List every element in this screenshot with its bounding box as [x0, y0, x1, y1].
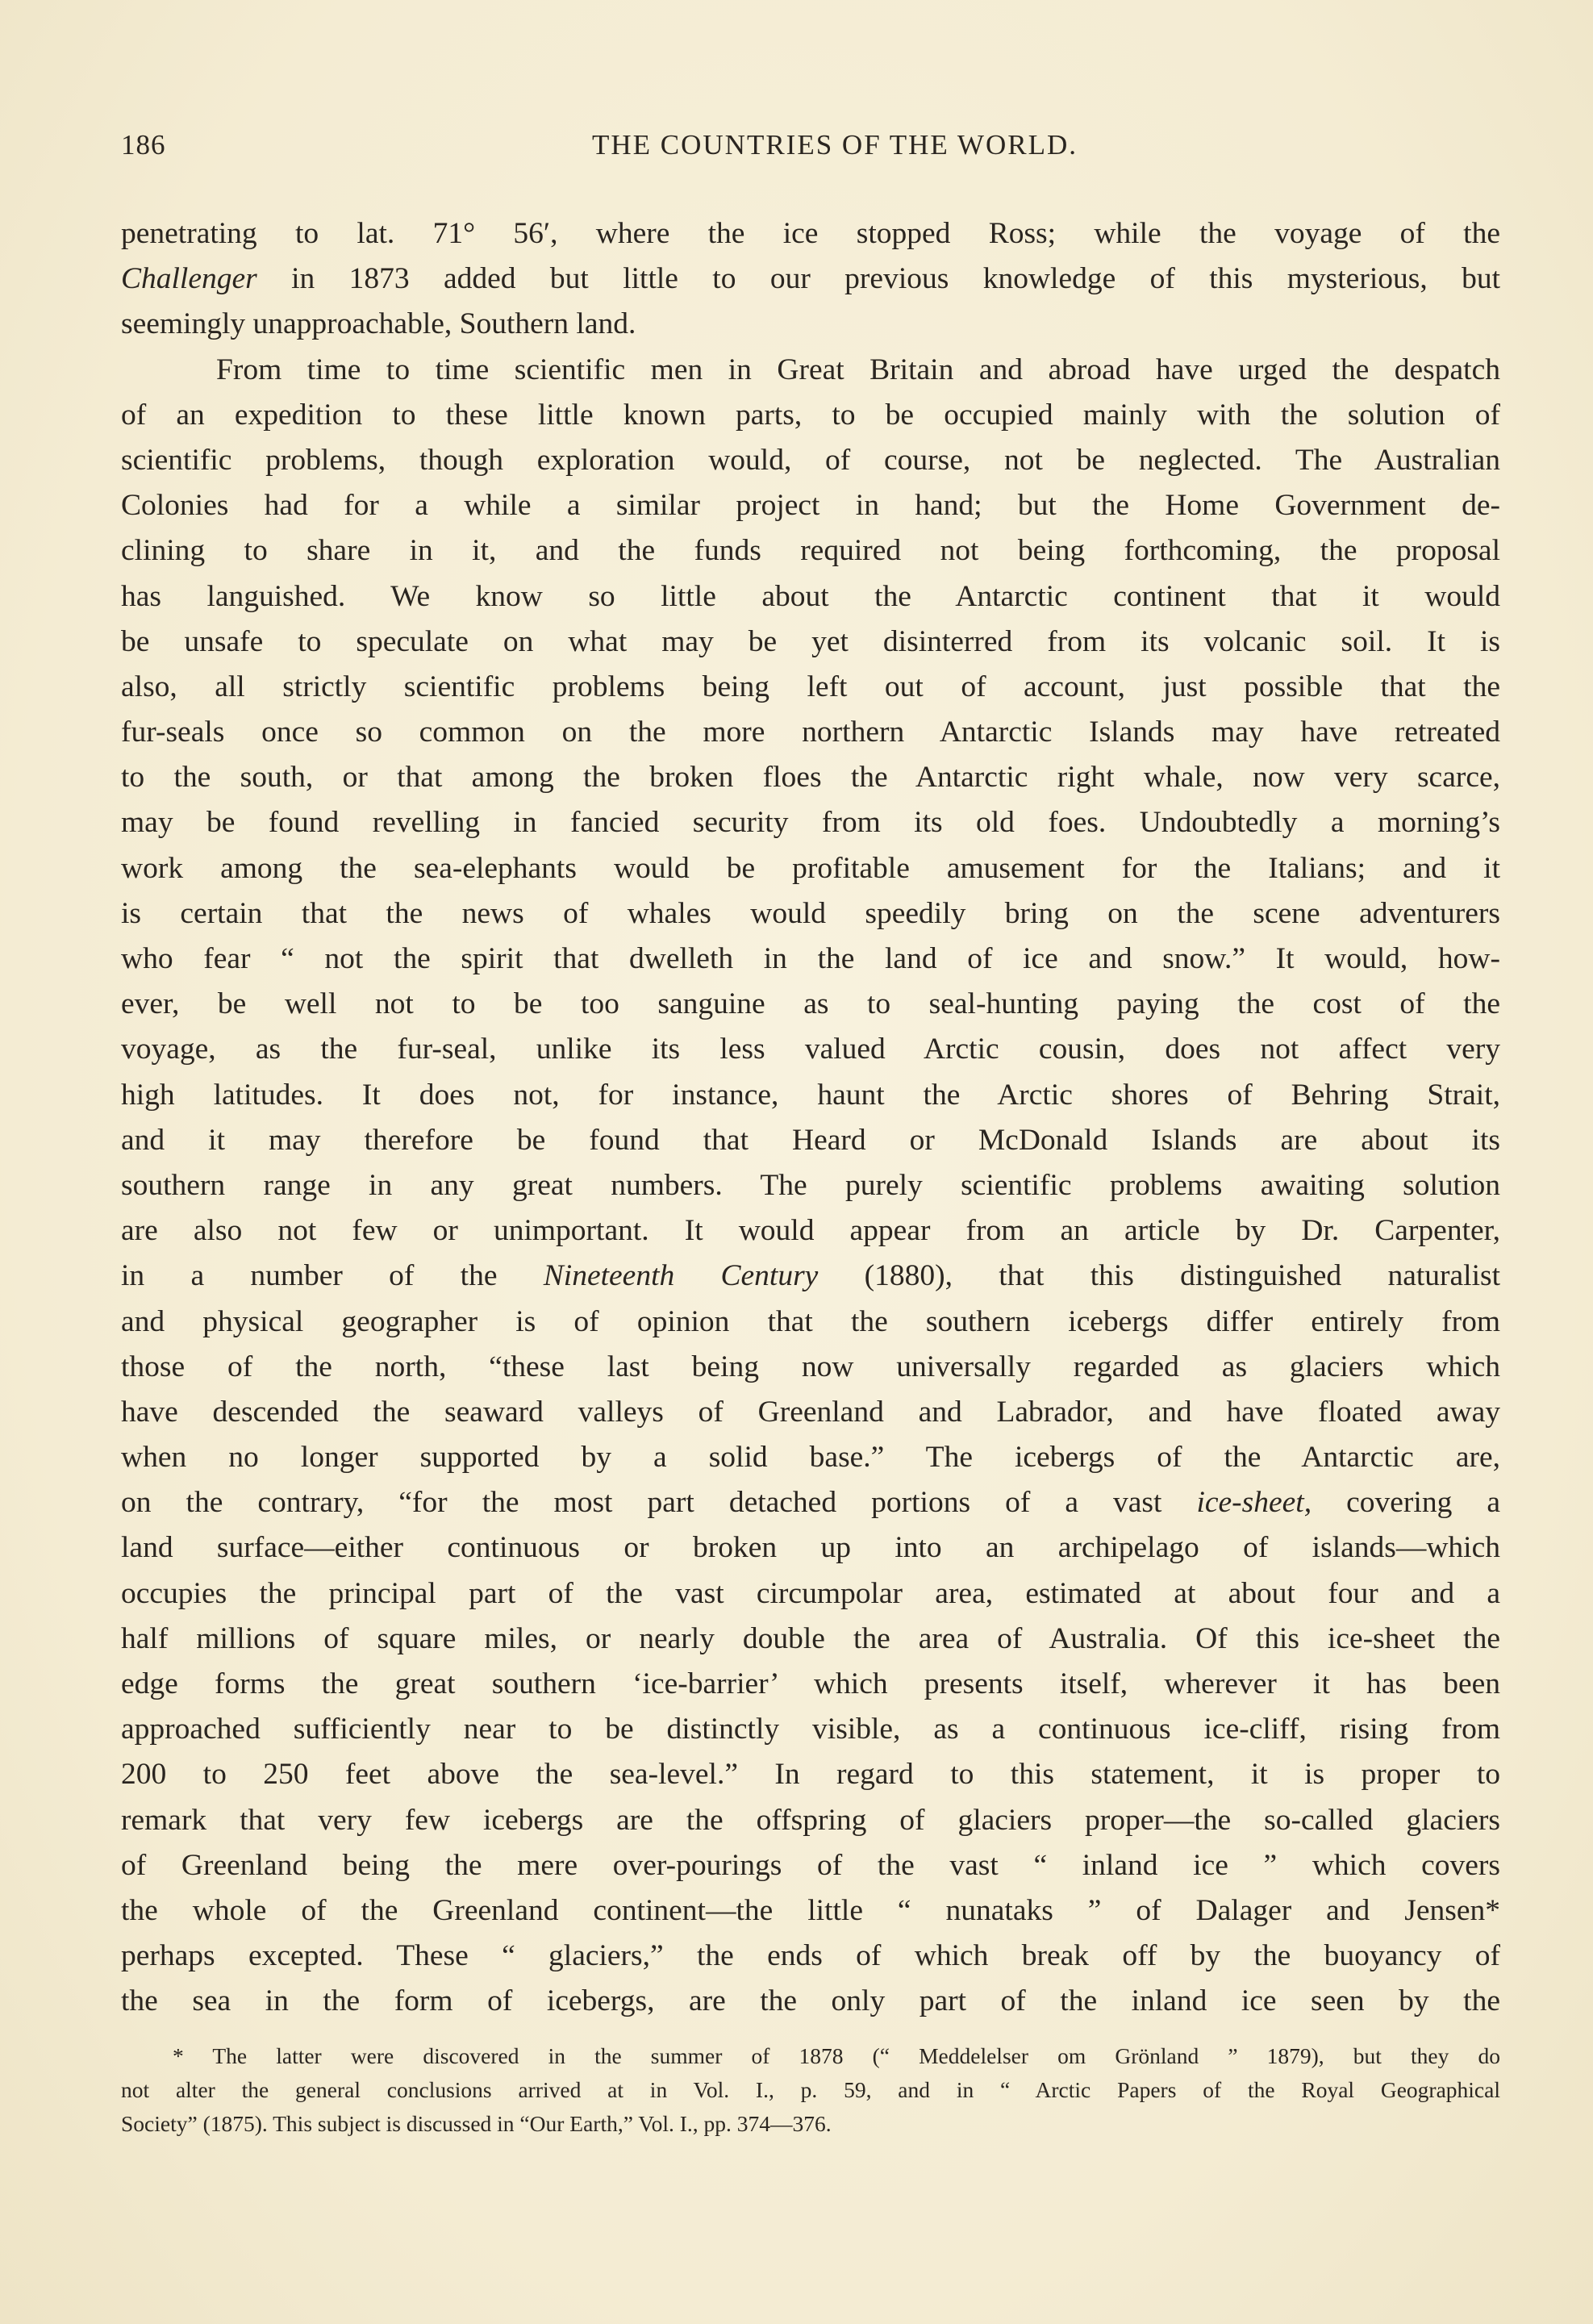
- text-line: remark that very few icebergs are the offspring of glaciers proper—the so-called glaciers: [121, 1803, 1500, 1837]
- text-line: has languished. We know so little about the Antarctic continent that it would: [121, 579, 1500, 613]
- text-line: on the contrary, “for the most part detached portions of a vast ice-sheet, covering a: [121, 1486, 1500, 1520]
- text-line: occupies the principal part of the vast circumpolar area, estimated at about four and a: [121, 1576, 1500, 1610]
- text-line: seemingly unapproachable, Southern land.: [121, 307, 636, 341]
- text-line: scientific problems, though exploration would, of course, not be neglected. The Australian: [121, 443, 1500, 477]
- text-line: ever, be well not to be too sanguine as to seal-hunting paying the cost of the: [121, 987, 1500, 1021]
- text-line: are also not few or unimportant. It would appear from an article by Dr. Carpenter,: [121, 1214, 1500, 1248]
- running-head: [121, 129, 1500, 168]
- text-line: the sea in the form of icebergs, are the only part of the inland ice seen by the: [121, 1984, 1500, 2018]
- text-line: of Greenland being the mere over-pourings of the vast “ inland ice ” which covers: [121, 1848, 1500, 1882]
- text-line: fur-seals once so common on the more northern Antarctic Islands may have retreated: [121, 716, 1500, 749]
- footnote-line: * The latter were discovered in the summer of 1878 (“ Meddelelser om Grönland ” 1879), but they do: [173, 2043, 1500, 2068]
- text-line: may be found revelling in fancied security from its old foes. Undoubtedly a morning’s: [121, 806, 1500, 840]
- text-line: when no longer supported by a solid base.” The icebergs of the Antarctic are,: [121, 1441, 1500, 1475]
- text-line: half millions of square miles, or nearly double the area of Australia. Of this ice-sheet the: [121, 1621, 1500, 1655]
- text-line: approached sufficiently near to be distinctly visible, as a continuous ice-cliff, rising from: [121, 1713, 1500, 1746]
- text-line: of an expedition to these little known parts, to be occupied mainly with the solution of: [121, 398, 1500, 432]
- body-text: [121, 211, 1500, 2025]
- text-line: to the south, or that among the broken floes the Antarctic right whale, now very scarce,: [121, 761, 1500, 795]
- text-line: be unsafe to speculate on what may be yet disinterred from its volcanic soil. It is: [121, 624, 1500, 658]
- text-line: edge forms the great southern ‘ice-barrier’ which presents itself, wherever it has been: [121, 1667, 1500, 1700]
- text-line: Challenger in 1873 added but little to our previous knowledge of this mysterious, but: [121, 262, 1500, 296]
- text-line: perhaps excepted. These “ glaciers,” the ends of which break off by the buoyancy of: [121, 1939, 1500, 1973]
- text-line: have descended the seaward valleys of Greenland and Labrador, and have floated away: [121, 1395, 1500, 1429]
- text-line: land surface—either continuous or broken up into an archipelago of islands—which: [121, 1531, 1500, 1565]
- text-line: the whole of the Greenland continent—the little “ nunataks ” of Dalager and Jensen*: [121, 1893, 1500, 1927]
- footnote-line: Society” (1875). This subject is discussed in “Our Earth,” Vol. I., pp. 374—376.: [121, 2111, 832, 2136]
- footnote: [121, 2039, 1500, 2141]
- text-line: and physical geographer is of opinion that the southern icebergs differ entirely from: [121, 1304, 1500, 1338]
- footnote-line: not alter the general conclusions arrived at in Vol. I., p. 59, and in “ Arctic Papers of the Royal Geographical: [121, 2077, 1500, 2102]
- text-line: in a number of the Nineteenth Century (1880), that this distinguished naturalist: [121, 1259, 1500, 1293]
- text-line: voyage, as the fur-seal, unlike its less valued Arctic cousin, does not affect very: [121, 1033, 1500, 1066]
- text-line: high latitudes. It does not, for instance, haunt the Arctic shores of Behring Strait,: [121, 1078, 1500, 1112]
- text-line: and it may therefore be found that Heard or McDonald Islands are about its: [121, 1123, 1500, 1157]
- text-line: clining to share in it, and the funds required not being forthcoming, the proposal: [121, 534, 1500, 568]
- text-line: southern range in any great numbers. The purely scientific problems awaiting solution: [121, 1168, 1500, 1202]
- text-line: work among the sea-elephants would be profitable amusement for the Italians; and it: [121, 851, 1500, 885]
- page-title: THE COUNTRIES OF THE WORLD.: [591, 129, 1078, 161]
- paragraph-start-line: From time to time scientific men in Great Britain and abroad have urged the despatch: [216, 353, 1500, 386]
- text-line: Colonies had for a while a similar project in hand; but the Home Government de-: [121, 489, 1500, 523]
- text-line: who fear “ not the spirit that dwelleth in the land of ice and snow.” It would, how-: [121, 942, 1500, 975]
- text-line: those of the north, “these last being now universally regarded as glaciers which: [121, 1350, 1500, 1383]
- text-line: is certain that the news of whales would speedily bring on the scene adventurers: [121, 896, 1500, 930]
- page-number: 186: [121, 129, 166, 161]
- text-line: penetrating to lat. 71° 56′, where the ice stopped Ross; while the voyage of the: [121, 217, 1500, 250]
- text-line: 200 to 250 feet above the sea-level.” In regard to this statement, it is proper to: [121, 1758, 1500, 1792]
- text-line: also, all strictly scientific problems being left out of account, just possible that the: [121, 670, 1500, 703]
